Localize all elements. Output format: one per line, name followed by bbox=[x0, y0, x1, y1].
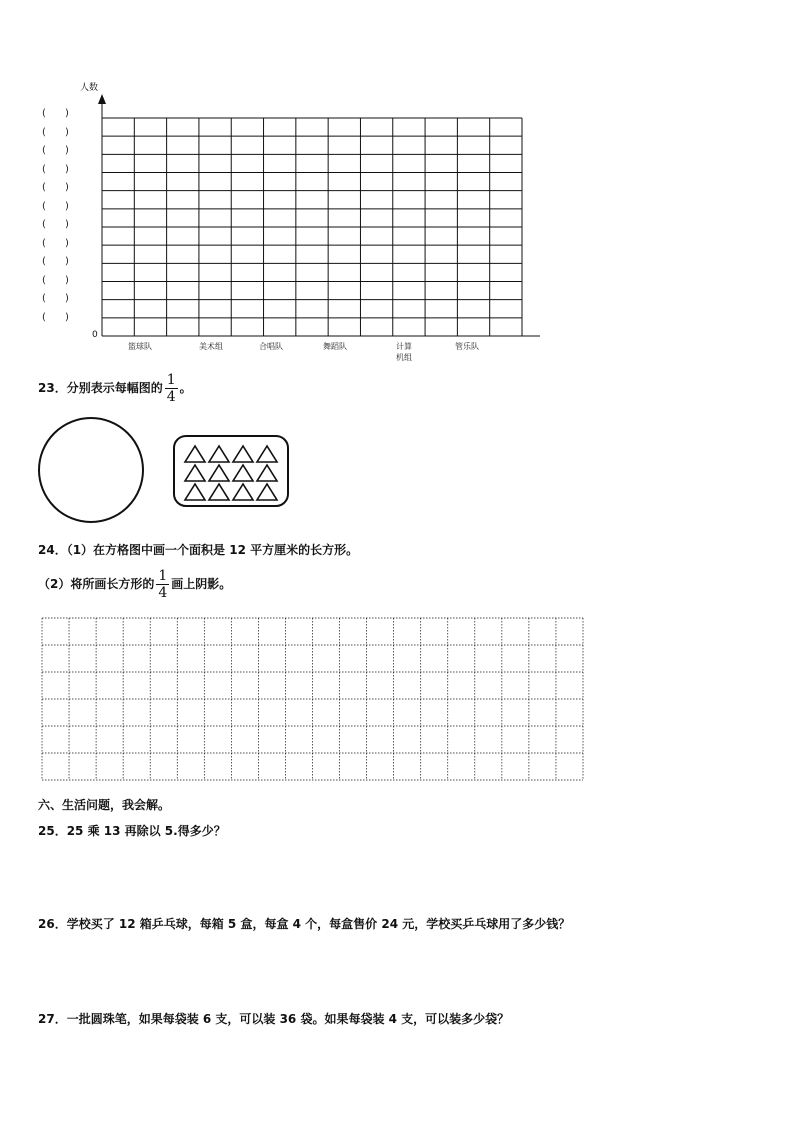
triangle-shape bbox=[209, 484, 229, 500]
triangle-shape bbox=[209, 465, 229, 481]
category-label-line-1: 舞蹈队 bbox=[323, 342, 347, 351]
category-label bbox=[249, 341, 293, 352]
question-24-line-2 bbox=[38, 568, 231, 601]
square-grid bbox=[0, 610, 794, 790]
section-6-heading: 六、生活问题，我会解。 bbox=[38, 798, 171, 812]
y-value-blank[interactable]: ( ) bbox=[42, 145, 69, 157]
y-axis-label: 人数 bbox=[80, 83, 99, 93]
triangle-shape bbox=[209, 446, 229, 462]
triangle-shape bbox=[257, 465, 277, 481]
y-value-blank[interactable]: ( ) bbox=[42, 182, 69, 194]
question-26: 26．学校买了 12 箱乒乓球，每箱 5 盒，每盒 4 个，每盒售价 24 元，学校买乒乓球用了多少钱？ bbox=[38, 917, 571, 931]
origin-label: 0 bbox=[92, 330, 98, 340]
category-label-line-1: 合唱队 bbox=[259, 342, 283, 351]
q23-text-end: 。 bbox=[179, 381, 192, 395]
triangle-shape bbox=[233, 484, 253, 500]
fraction-denominator: 4 bbox=[166, 389, 176, 405]
q23-fraction bbox=[165, 372, 178, 405]
triangle-shape bbox=[257, 446, 277, 462]
triangle-shape bbox=[185, 465, 205, 481]
category-label bbox=[313, 341, 357, 352]
question-24-line-1: 24．（1）在方格图中画一个面积是 12 平方厘米的长方形。 bbox=[38, 543, 359, 557]
y-value-blank[interactable]: ( ) bbox=[42, 293, 69, 305]
y-axis-arrow bbox=[98, 94, 106, 104]
category-label bbox=[445, 341, 489, 352]
y-value-blank[interactable]: ( ) bbox=[42, 108, 69, 119]
bar-grid-svg bbox=[0, 0, 794, 380]
y-value-blank[interactable]: ( ) bbox=[42, 274, 69, 286]
fraction-numerator: 1 bbox=[166, 372, 176, 388]
triangle-shape bbox=[185, 446, 205, 462]
triangle-shape bbox=[257, 484, 277, 500]
question-25: 25．25 乘 13 再除以 5.得多少？ bbox=[38, 824, 226, 838]
q23-figures bbox=[0, 410, 794, 535]
triangle-shape bbox=[185, 484, 205, 500]
y-value-blank[interactable]: ( ) bbox=[42, 256, 69, 268]
category-labels bbox=[0, 341, 794, 371]
y-value-blank[interactable]: ( ) bbox=[42, 219, 69, 231]
circle-figure bbox=[39, 418, 143, 522]
fraction-numerator: 1 bbox=[158, 568, 168, 584]
category-label bbox=[382, 341, 426, 363]
y-value-blank[interactable]: ( ) bbox=[42, 312, 69, 323]
q24-fraction bbox=[156, 568, 169, 601]
q24-text-end: 画上阴影。 bbox=[171, 577, 232, 591]
category-label bbox=[189, 341, 233, 352]
question-27: 27．一批圆珠笔，如果每袋装 6 支，可以装 36 袋。如果每袋装 4 支，可以装多少袋？ bbox=[38, 1012, 510, 1026]
triangle-shape bbox=[233, 446, 253, 462]
y-value-blank[interactable]: ( ) bbox=[42, 200, 69, 212]
bar-grid bbox=[102, 118, 522, 336]
y-value-blank[interactable]: ( ) bbox=[42, 126, 69, 138]
category-label-line-1: 计算 bbox=[396, 342, 412, 351]
q24-text: （2）将所画长方形的 bbox=[38, 577, 155, 591]
category-label-line-1: 篮球队 bbox=[128, 342, 152, 351]
triangle-shape bbox=[233, 465, 253, 481]
q23-number: 23． bbox=[38, 381, 67, 395]
category-label-line-2: 机组 bbox=[396, 353, 412, 362]
question-23 bbox=[38, 372, 192, 405]
q23-text: 分别表示每幅图的 bbox=[66, 381, 163, 395]
y-value-blank[interactable]: ( ) bbox=[42, 163, 69, 175]
category-label-line-1: 美术组 bbox=[199, 342, 223, 351]
category-label-line-1: 管乐队 bbox=[455, 342, 479, 351]
triangle-group bbox=[185, 446, 277, 500]
fraction-denominator: 4 bbox=[158, 585, 168, 601]
category-label bbox=[118, 341, 162, 352]
y-value-blank[interactable]: ( ) bbox=[42, 237, 69, 249]
